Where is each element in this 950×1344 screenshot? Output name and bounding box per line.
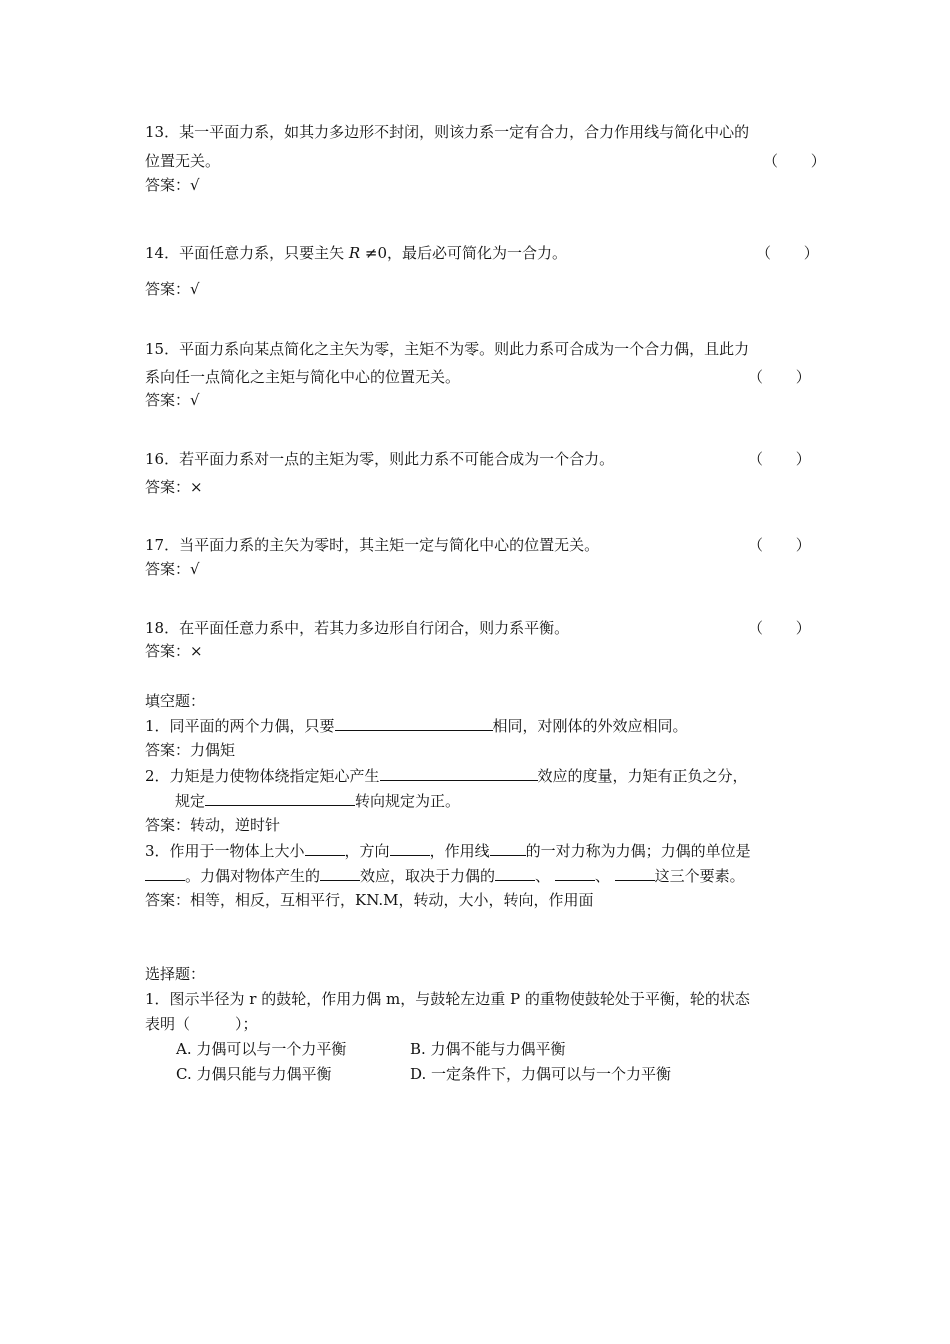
tf-13-line2: 位置无关。 <box>145 152 221 170</box>
fill-q3-line1 <box>145 840 751 861</box>
fill-q3-blank-6[interactable] <box>495 865 535 881</box>
fill-q2-text-a: 2．力矩是力使物体绕指定矩心产生 <box>145 767 380 785</box>
tf-16-line1: 16．若平面力系对一点的主矩为零，则此力系不可能合成为一个合力。 <box>145 450 615 468</box>
tf-14-question <box>145 243 567 263</box>
fill-q3-blank-5[interactable] <box>320 865 360 881</box>
choice-option-d[interactable]: D. 一定条件下，力偶可以与一个力平衡 <box>410 1065 672 1083</box>
tf-15-bracket: （ ） <box>748 368 825 386</box>
choice-heading: 选择题： <box>145 965 206 983</box>
tf-15-line1: 15．平面力系向某点简化之主矢为零，主矩不为零。则此力系可合成为一个合力偶，且此力 <box>145 340 750 358</box>
fill-q3-answer: 答案：相等，相反，互相平行，KN.M，转动，大小，转向，作用面 <box>145 891 594 909</box>
fill-q3-blank-8[interactable] <box>615 865 655 881</box>
fill-q1 <box>145 715 688 736</box>
fill-q1-text-a: 1．同平面的两个力偶，只要 <box>145 717 335 735</box>
fill-q3-text-c: ，作用线 <box>429 842 490 860</box>
fill-q3-blank-1[interactable] <box>305 840 345 856</box>
tf-15-line2: 系向任一点简化之主矩与简化中心的位置无关。 <box>145 368 461 386</box>
fill-q2-text-c: 规定 <box>175 792 206 810</box>
fill-q3-blank-2[interactable] <box>390 840 430 856</box>
tf-16-bracket: （ ） <box>748 450 825 468</box>
tf-15-answer: 答案：√ <box>145 391 200 409</box>
choice-option-c[interactable]: C. 力偶只能与力偶平衡 <box>176 1065 332 1083</box>
choice-q1-line1: 1．图示半径为 r 的鼓轮，作用力偶 m，与鼓轮左边重 P 的重物使鼓轮处于平衡，轮的状态 <box>145 990 750 1008</box>
tf-18-answer: 答案：× <box>145 642 203 660</box>
fill-q3-text-i: 这三个要素。 <box>654 867 745 885</box>
fill-q2-answer: 答案：转动，逆时针 <box>145 816 281 834</box>
fill-q3-text-a: 3．作用于一物体上大小 <box>145 842 305 860</box>
fill-q3-text-d: 的一对力称为力偶；力偶的单位是 <box>525 842 751 860</box>
fill-q3-text-f: 效应，取决于力偶的 <box>360 867 496 885</box>
fill-q3-text-e: 。力偶对物体产生的 <box>185 867 321 885</box>
fill-q2-line1 <box>145 765 748 786</box>
tf-13-bracket: （ ） <box>763 152 840 170</box>
tf-14-pre: 14．平面任意力系，只要主矢 <box>145 244 349 262</box>
fill-q3-text-b: ，方向 <box>344 842 390 860</box>
tf-16-answer: 答案：× <box>145 478 203 496</box>
fill-q3-line2 <box>145 865 745 886</box>
fill-q3-blank-4[interactable] <box>145 865 185 881</box>
tf-14-var: R <box>348 244 361 262</box>
tf-14-bracket: （ ） <box>756 244 833 262</box>
fill-q1-blank[interactable] <box>335 715 493 731</box>
choice-option-b[interactable]: B. 力偶不能与力偶平衡 <box>410 1040 566 1058</box>
tf-14-post: ≠0，最后必可简化为一合力。 <box>360 244 568 262</box>
fill-q2-line2 <box>175 790 460 811</box>
fill-q2-text-b: 效应的度量，力矩有正负之分， <box>537 767 748 785</box>
tf-17-answer: 答案：√ <box>145 560 200 578</box>
choice-option-a[interactable]: A. 力偶可以与一个力平衡 <box>176 1040 347 1058</box>
fill-q3-text-h: 、 <box>594 867 610 885</box>
tf-13-line1: 13．某一平面力系，如其力多边形不封闭，则该力系一定有合力，合力作用线与简化中心的 <box>145 123 750 141</box>
fill-q3-blank-7[interactable] <box>555 865 595 881</box>
tf-17-bracket: （ ） <box>748 536 825 554</box>
tf-17-line1: 17．当平面力系的主矢为零时，其主矩一定与简化中心的位置无关。 <box>145 536 600 554</box>
fill-q1-text-b: 相同，对刚体的外效应相同。 <box>492 717 688 735</box>
fill-q3-text-g: 、 <box>535 867 551 885</box>
fill-q2-blank-1[interactable] <box>380 765 538 781</box>
fill-q1-answer: 答案：力偶矩 <box>145 741 236 759</box>
tf-18-bracket: （ ） <box>748 619 825 637</box>
fill-q3-blank-3[interactable] <box>490 840 526 856</box>
fill-q2-text-d: 转向规定为正。 <box>355 792 461 810</box>
choice-q1-line2: 表明（ ）； <box>145 1015 258 1033</box>
fill-heading: 填空题： <box>145 692 206 710</box>
tf-14-answer: 答案：√ <box>145 280 200 298</box>
tf-18-line1: 18．在平面任意力系中，若其力多边形自行闭合，则力系平衡。 <box>145 619 570 637</box>
fill-q2-blank-2[interactable] <box>205 790 355 806</box>
tf-13-answer: 答案：√ <box>145 176 200 194</box>
